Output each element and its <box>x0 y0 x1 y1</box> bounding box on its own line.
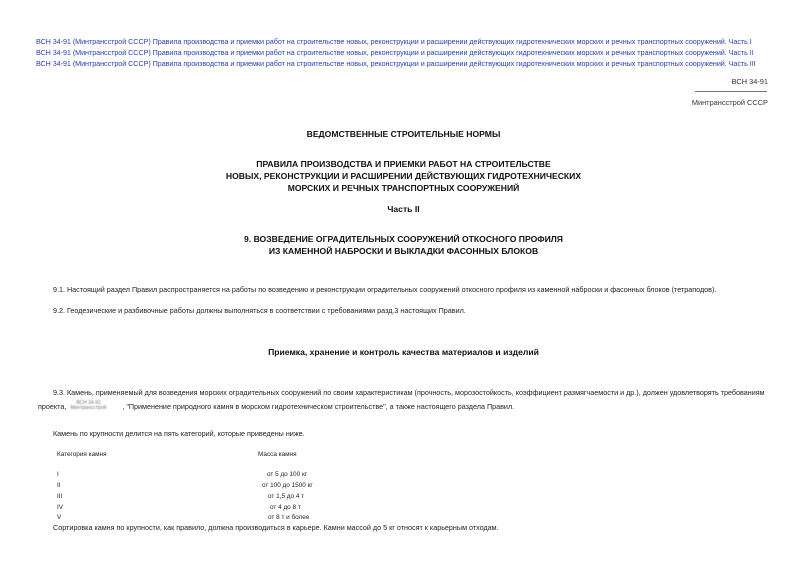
table-row-category: II <box>57 482 61 489</box>
table-row-mass: от 100 до 1500 кг <box>262 482 313 489</box>
table-row-mass: от 1,5 до 4 т <box>268 493 305 500</box>
table-header-category: Категория камня <box>57 451 107 458</box>
table-row-category: I <box>57 471 59 478</box>
paragraph-9-3-line-1: 9.3. Камень, применяемый для возведения морских оградительных сооружений по своим характеристикам (прочность, морозостойкость, коэффициент размягчаемости и др.), должен удовлетворять требованиям <box>53 388 765 397</box>
chapter-title-line: 9. ВОЗВЕДЕНИЕ ОГРАДИТЕЛЬНЫХ СООРУЖЕНИЙ ОТКОСНОГО ПРОФИЛЯ <box>244 234 563 244</box>
main-title <box>0 158 807 194</box>
paragraph-9-3-text-start: проекта, <box>38 402 67 411</box>
main-title-line: ПРАВИЛА ПРОИЗВОДСТВА И ПРИЕМКИ РАБОТ НА СТРОИТЕЛЬСТВЕ <box>256 159 551 169</box>
redacted-reference-top: ВСН 34-91 <box>76 400 101 406</box>
chapter-title-line: ИЗ КАМЕННОЙ НАБРОСКИ И ВЫКЛАДКИ ФАСОННЫХ БЛОКОВ <box>268 246 539 256</box>
header-divider <box>695 91 767 92</box>
related-doc-link-part-3[interactable]: ВСН 34-91 (Минтрансстрой СССР) Правила производства и приемки работ на строительстве новых, реконструкции и расширении действующих гидротехнических морских и речных транспортных сооружений. Часть III <box>36 59 756 68</box>
categories-intro: Камень по крупности делится на пять категорий, которые приведены ниже. <box>53 429 305 438</box>
redacted-reference-bottom: Минтрансстрой <box>70 405 107 411</box>
table-row-category: III <box>57 493 63 500</box>
section-title: Приемка, хранение и контроль качества материалов и изделий <box>268 347 539 357</box>
table-row-mass: от 8 т и более <box>268 514 310 521</box>
main-title-line: НОВЫХ, РЕКОНСТРУКЦИИ И РАСШИРЕНИИ ДЕЙСТВУЮЩИХ ГИДРОТЕХНИЧЕСКИХ <box>225 171 582 181</box>
chapter-title <box>0 233 807 257</box>
related-doc-link-part-1[interactable]: ВСН 34-91 (Минтрансстрой СССР) Правила производства и приемки работ на строительстве новых, реконструкции и расширении действующих гидротехнических морских и речных транспортных сооружений. Часть I <box>36 37 752 46</box>
norms-title: ВЕДОМСТВЕННЫЕ СТРОИТЕЛЬНЫЕ НОРМЫ <box>306 129 501 139</box>
related-doc-link-part-2[interactable]: ВСН 34-91 (Минтрансстрой СССР) Правила производства и приемки работ на строительстве новых, реконструкции и расширении действующих гидротехнических морских и речных транспортных сооружений. Часть II <box>36 48 754 57</box>
paragraph-9-3-line-2 <box>38 401 514 412</box>
paragraph-9-2: 9.2. Геодезические и разбивочные работы должны выполняться в соответствии с требованиями разд.3 настоящих Правил. <box>53 306 466 315</box>
part-title: Часть II <box>387 204 420 214</box>
sorting-note: Сортировка камня по крупности, как правило, должна производиться в карьере. Камни массой до 5 кг относят к карьерным отходам. <box>53 523 499 532</box>
redacted-reference <box>68 401 120 411</box>
paragraph-9-1: 9.1. Настоящий раздел Правил распространяется на работы по возведению и реконструкции оградительных сооружений откосного профиля из каменной наброски и фасонных блоков (тетраподов). <box>53 285 717 294</box>
table-header-mass: Масса камня <box>258 451 297 458</box>
table-row-category: V <box>57 514 62 521</box>
main-title-line: МОРСКИХ И РЕЧНЫХ ТРАНСПОРТНЫХ СООРУЖЕНИЙ <box>287 183 520 193</box>
issuing-organization: Минтрансстрой СССР <box>691 98 768 107</box>
table-row-mass: от 4 до 8 т <box>270 504 301 511</box>
table-row-category: IV <box>57 504 64 511</box>
document-code: ВСН 34-91 <box>731 77 768 86</box>
paragraph-9-3-text-end: , "Применение природного камня в морском гидротехническом строительстве", а также настоящего раздела Правил. <box>122 402 515 411</box>
table-row-mass: от 5 до 100 кг <box>267 471 308 478</box>
